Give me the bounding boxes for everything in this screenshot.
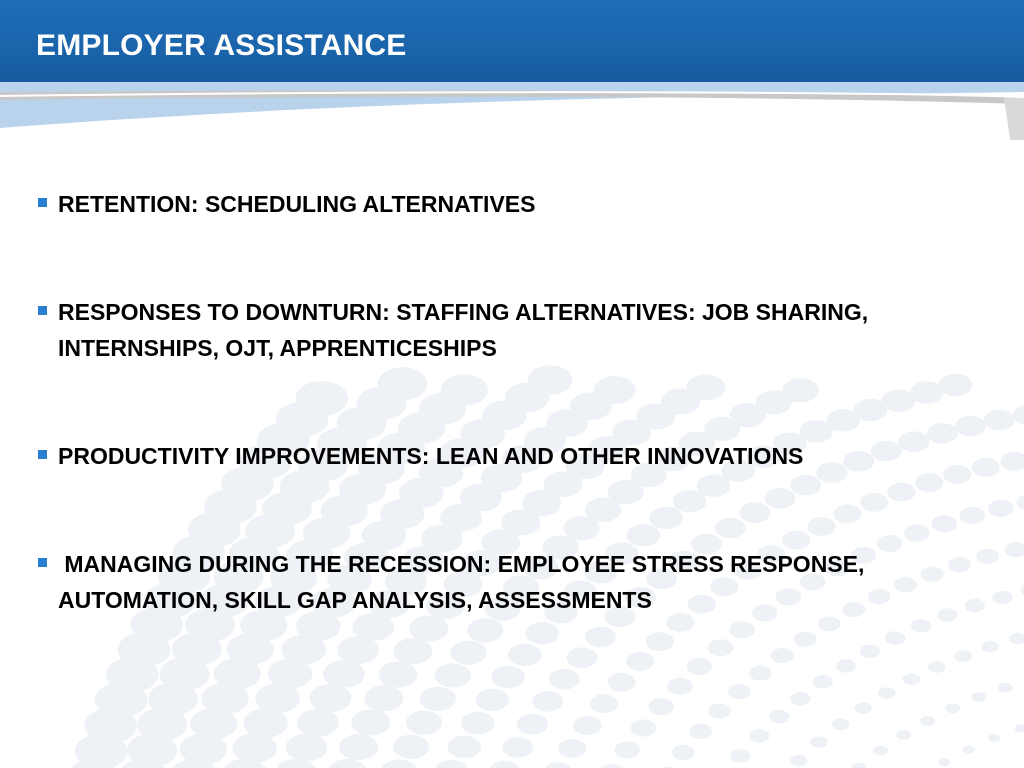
bullet-text: MANAGING DURING THE RECESSION: EMPLOYEE STRESS RESPONSE, AUTOMATION, SKILL GAP ANALYSIS, ASSESSMENTS (58, 551, 870, 613)
square-bullet-icon (38, 558, 47, 567)
bullet-text: PRODUCTIVITY IMPROVEMENTS: LEAN AND OTHER INNOVATIONS (58, 443, 804, 469)
square-bullet-icon (38, 306, 47, 315)
slide-title: EMPLOYER ASSISTANCE (36, 29, 407, 62)
bullet-text: RESPONSES TO DOWNTURN: STAFFING ALTERNATIVES: JOB SHARING, INTERNSHIPS, OJT, APPRENTICESHIPS (58, 299, 875, 361)
bullet-text: RETENTION: SCHEDULING ALTERNATIVES (58, 191, 536, 217)
square-bullet-icon (38, 198, 47, 207)
square-bullet-icon (38, 450, 47, 459)
